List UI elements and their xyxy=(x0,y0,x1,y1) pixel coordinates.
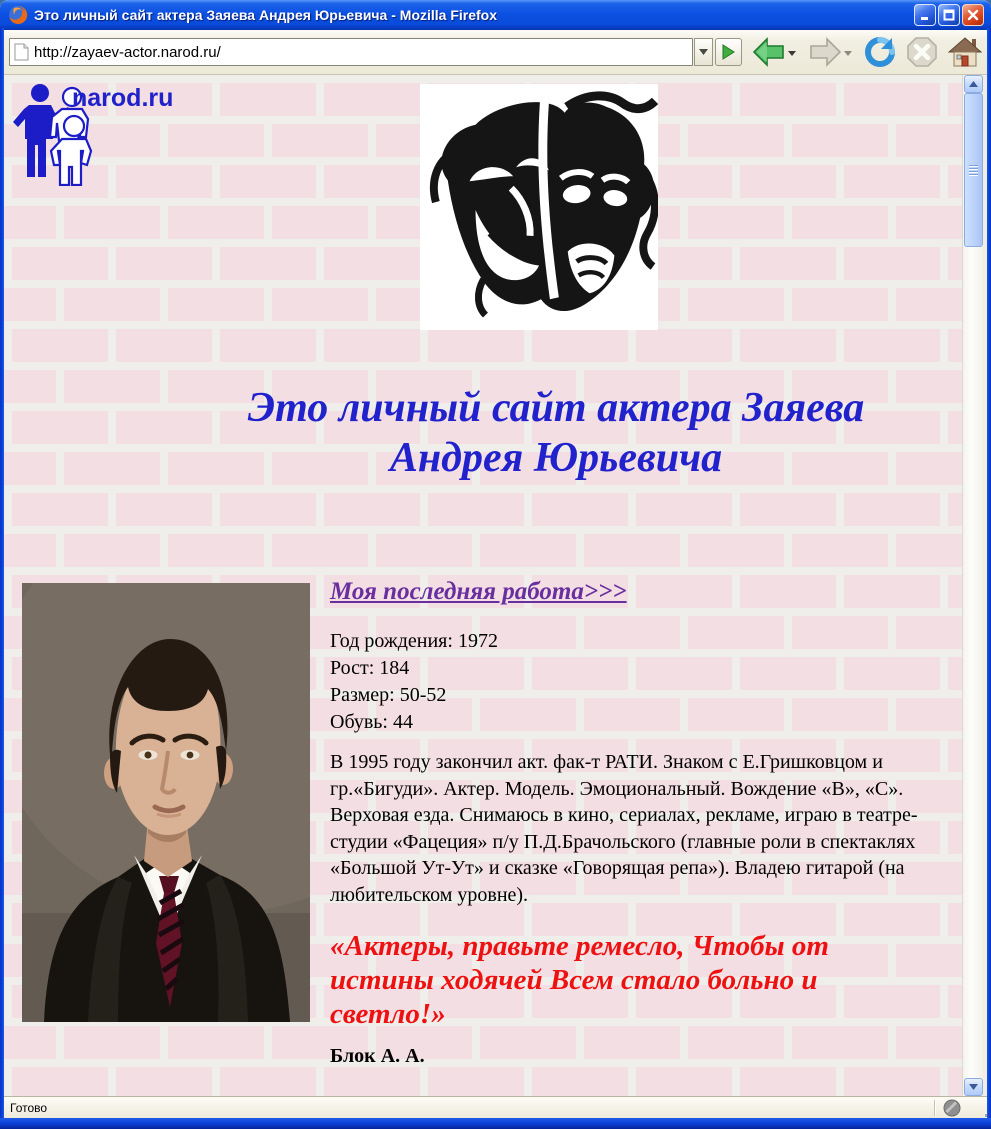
page-icon xyxy=(14,43,29,61)
forward-icon xyxy=(808,37,842,67)
page-content xyxy=(4,75,962,1096)
actor-photo xyxy=(22,583,310,1022)
back-dropdown[interactable] xyxy=(788,43,798,61)
details-block xyxy=(330,628,955,736)
go-icon xyxy=(720,44,736,60)
bio-paragraph: В 1995 году закончил акт. фак-т РАТИ. Знаком с Е.Гришковцом и гр.«Бигуди». Актер. Модель. Эмоциональный. Вождение «В», «С». Верховая езда. Снимаюсь в кино, сериалах, рекламе, играю в театре-студии «Фацеция» п/у П.Д.Брачольского (главные роли в спектаклях «Большой Ут-Ут» и сказке «Говорящая репа»). Владею гитарой (на любительском уровне). xyxy=(330,751,918,906)
theater-masks-icon xyxy=(420,84,658,330)
page-heading xyxy=(136,383,962,483)
url-input[interactable] xyxy=(34,44,688,61)
maximize-icon xyxy=(943,9,955,21)
stop-icon xyxy=(906,36,938,68)
chevron-down-icon xyxy=(788,51,796,56)
chevron-down-icon xyxy=(699,49,708,55)
go-button[interactable] xyxy=(715,38,743,66)
minimize-icon xyxy=(919,9,931,21)
scroll-thumb-grip xyxy=(969,165,978,175)
quote-text: «Актеры, правьте ремесло, Чтобы от истины ходячей Всем стало больно и светло!» xyxy=(330,930,829,1030)
firefox-icon xyxy=(8,5,28,25)
close-icon xyxy=(967,9,979,21)
title-bar xyxy=(0,0,991,30)
chevron-down-icon xyxy=(969,1084,978,1090)
quote-author: Блок А. А. xyxy=(330,1045,425,1067)
forward-dropdown[interactable] xyxy=(844,43,854,61)
vertical-scrollbar[interactable] xyxy=(962,75,983,1096)
status-text: Готово xyxy=(10,1100,48,1115)
url-dropdown-button[interactable] xyxy=(694,38,713,66)
home-button[interactable] xyxy=(948,36,982,68)
chevron-up-icon xyxy=(969,81,978,87)
url-bar[interactable] xyxy=(9,38,693,66)
maximize-button[interactable] xyxy=(938,4,960,26)
window-border-bottom xyxy=(0,1118,991,1129)
reload-button[interactable] xyxy=(864,36,896,68)
stop-button[interactable] xyxy=(906,36,938,68)
close-button[interactable] xyxy=(962,4,984,26)
minimize-button[interactable] xyxy=(914,4,936,26)
forward-button[interactable] xyxy=(808,37,842,67)
window-border-right xyxy=(987,28,991,1129)
window-title: Это личный сайт актера Заяева Андрея Юрьевича - Mozilla Firefox xyxy=(34,7,498,23)
home-icon xyxy=(948,36,982,68)
chevron-down-icon xyxy=(844,51,852,56)
heading-line-2: Андрея Юрьевича xyxy=(389,435,723,481)
narod-logo[interactable] xyxy=(12,81,182,186)
back-icon xyxy=(752,37,786,67)
statusbar-separator xyxy=(934,1100,935,1116)
detail-birth-year: Год рождения: 1972 xyxy=(330,630,498,652)
status-security-icon[interactable] xyxy=(943,1099,961,1117)
narod-logo-text[interactable]: narod.ru xyxy=(72,84,174,112)
heading-line-1: Это личный сайт актера Заяева xyxy=(247,385,865,431)
resize-grip[interactable] xyxy=(973,1112,988,1127)
actor-portrait-image xyxy=(22,583,310,1022)
last-work-link[interactable]: Моя последняя работа>>> xyxy=(330,578,627,605)
scroll-thumb[interactable] xyxy=(964,93,983,247)
back-button[interactable] xyxy=(752,37,786,67)
detail-shoes: Обувь: 44 xyxy=(330,711,413,733)
scroll-up-button[interactable] xyxy=(964,75,983,93)
info-column xyxy=(330,578,955,1068)
reload-icon xyxy=(864,36,896,68)
scroll-down-button[interactable] xyxy=(964,1078,983,1096)
status-bar xyxy=(4,1096,987,1118)
navigation-toolbar xyxy=(4,30,987,75)
detail-height: Рост: 184 xyxy=(330,657,410,679)
detail-size: Размер: 50-52 xyxy=(330,684,447,706)
masks-image xyxy=(420,84,658,330)
